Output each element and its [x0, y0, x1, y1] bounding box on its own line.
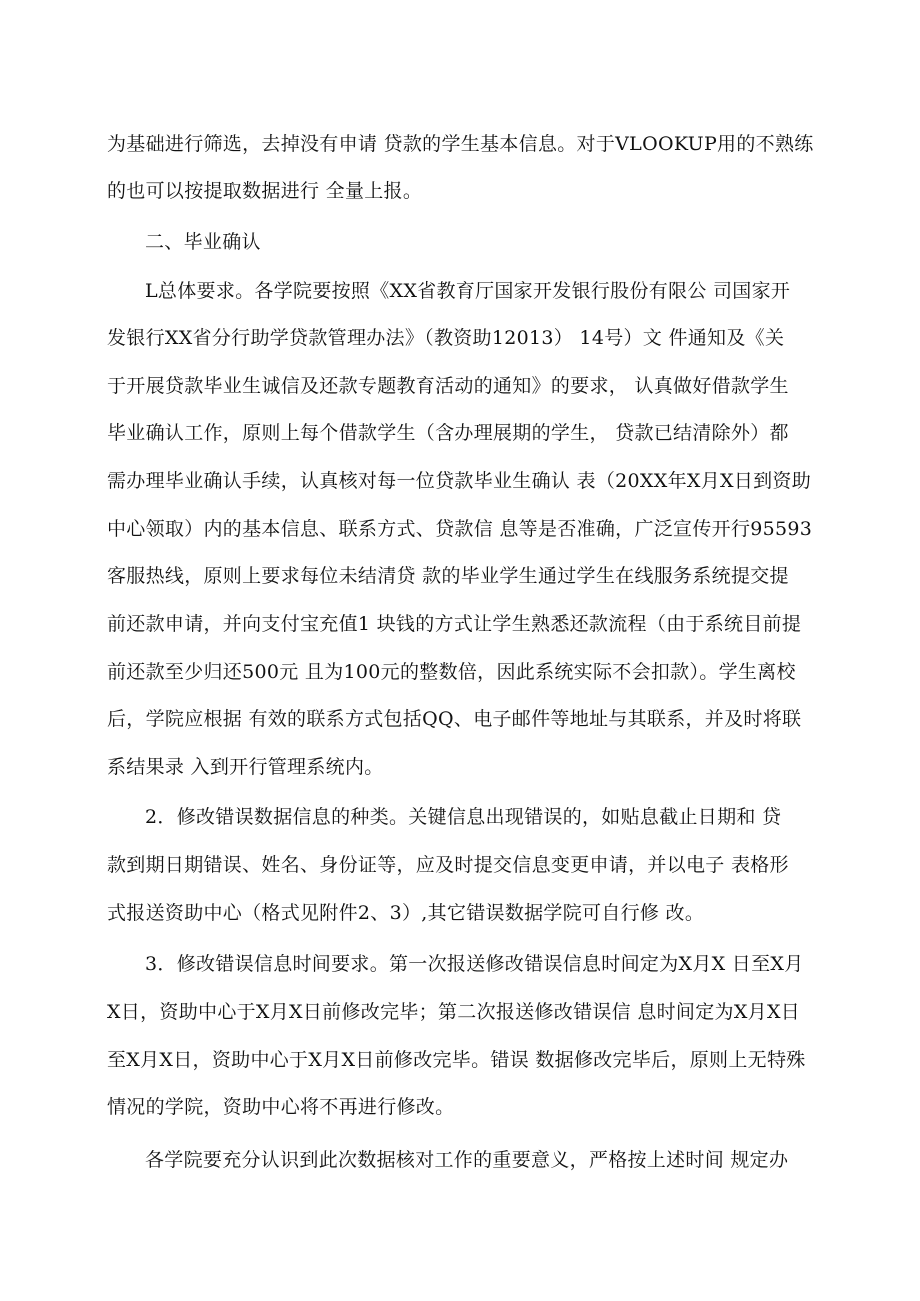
text-line: 式报送资助中心（格式见附件2、3）,其它错误数据学院可自行修 改。	[107, 902, 705, 924]
text-line: 情况的学院，资助中心将不再进行修改。	[107, 1096, 455, 1118]
text-line: 需办理毕业确认手续，认真核对每一位贷款毕业生确认 表（20XX年X月X日到资助	[107, 470, 812, 492]
text-line: 2．修改错误数据信息的种类。关键信息出现错误的，如贴息截止日期和 贷	[145, 806, 782, 828]
text-line: 的也可以按提取数据进行 全量上报。	[107, 180, 423, 202]
text-line: 款到期日期错误、姓名、身份证等，应及时提交信息变更申请，并以电子 表格形	[107, 854, 789, 876]
text-line: 各学院要充分认识到此次数据核对工作的重要意义，严格按上述时间 规定办	[145, 1149, 789, 1171]
section-heading: 二、毕业确认	[145, 231, 261, 253]
text-line: 前还款申请，并向支付宝充值1 块钱的方式让学生熟悉还款流程（由于系统目前提	[107, 613, 802, 635]
text-line: 系结果录 入到开行管理系统内。	[107, 756, 384, 778]
text-line: 至X月X日，资助中心于X月X日前修改完毕。错误 数据修改完毕后，原则上无特殊	[107, 1049, 806, 1071]
text-line: 3．修改错误信息时间要求。第一次报送修改错误信息时间定为X月X 日至X月	[145, 953, 804, 975]
text-line: 前还款至少归还500元 且为100元的整数倍，因此系统实际不会扣款）。学生离校	[107, 661, 796, 683]
text-line: 毕业确认工作，原则上每个借款学生（含办理展期的学生， 贷款已结清除外）都	[107, 422, 789, 444]
text-line: 为基础进行筛选，去掉没有申请 贷款的学生基本信息。对于VLOOKUP用的不熟练	[107, 133, 814, 155]
text-line: 后，学院应根据 有效的联系方式包括QQ、电子邮件等地址与其联系，并及时将联	[107, 708, 802, 730]
text-line: L总体要求。各学院要按照《XX省教育厅国家开发银行股份有限公 司国家开	[145, 280, 791, 302]
text-line: 客服热线，原则上要求每位未结清贷 款的毕业学生通过学生在线服务系统提交提	[107, 565, 789, 587]
text-line: X日，资助中心于X月X日前修改完毕；第二次报送修改错误信 息时间定为X月X日	[107, 1001, 801, 1023]
text-line: 于开展贷款毕业生诚信及还款专题教育活动的通知》的要求， 认真做好借款学生	[107, 375, 789, 397]
text-line: 中心领取）内的基本信息、联系方式、贷款信 息等是否准确，广泛宣传开行95593	[107, 518, 813, 540]
text-line: 发银行XX省分行助学贷款管理办法》（教资助12013） 14号）文 件通知及《关	[107, 327, 785, 349]
